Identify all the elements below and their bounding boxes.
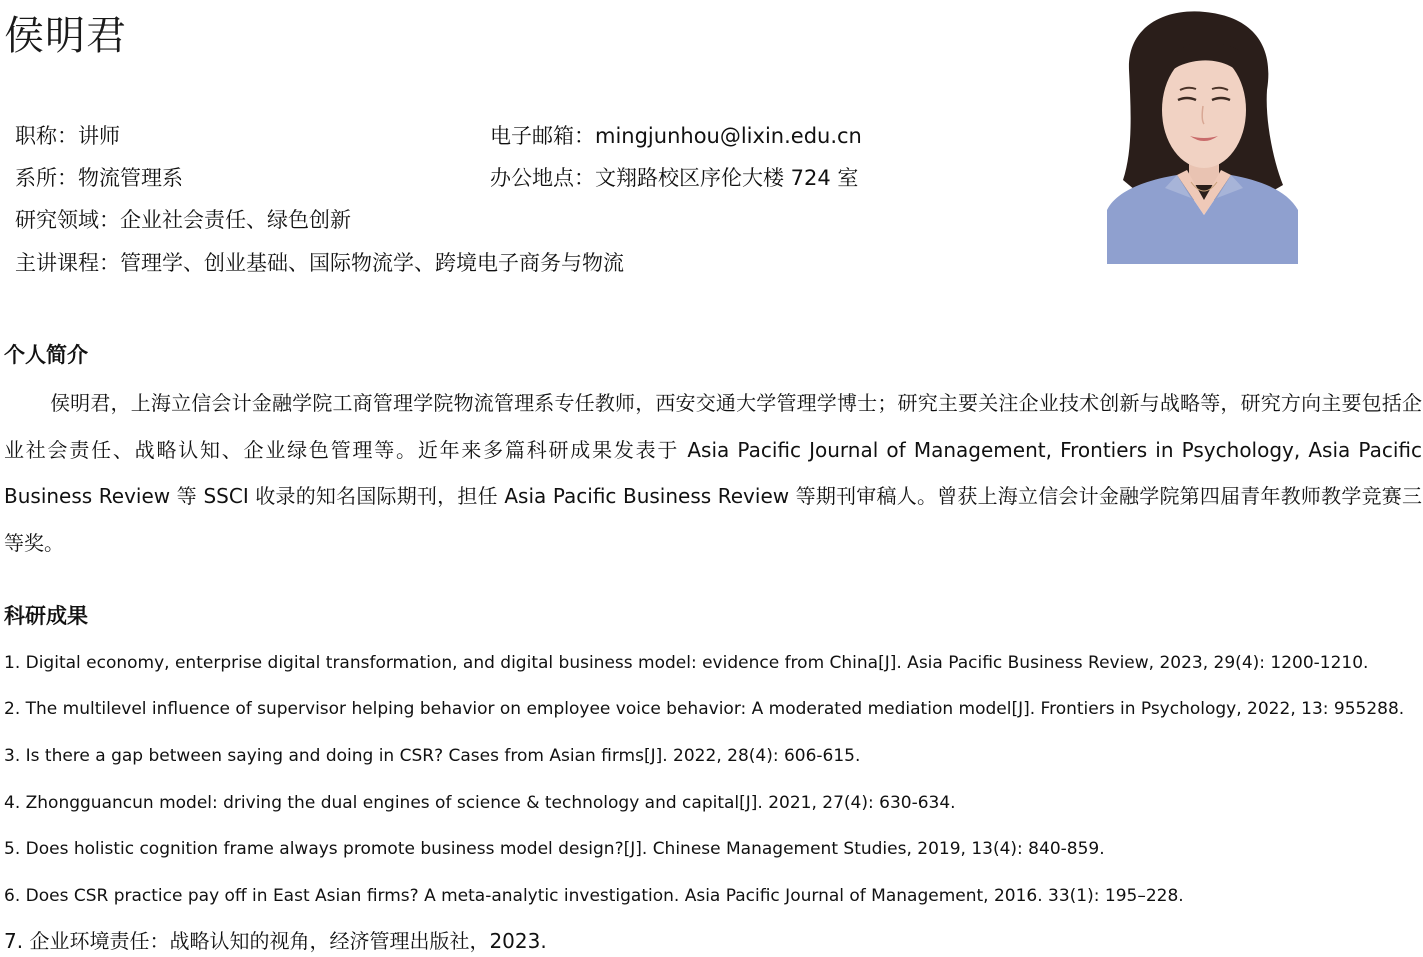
email-label: 电子邮箱： [490, 124, 595, 148]
bio-heading: 个人简介 [4, 343, 88, 367]
bio-text: 侯明君，上海立信会计金融学院工商管理学院物流管理系专任教师，西安交通大学管理学博士；研究主要关注企业技术创新与战略等，研究方向主要包括企业社会责任、战略认知、企业绿色管理等。近年来多篇科研成果发表于 Asia Pacific Journal of Management, Frontiers in Psychology, Asia Pacific Business Review 等 SSCI 收录的知名国际期刊，担任 Asia Pacific Business Review 等期刊审稿人。曾获上海立信会计金融学院第四届青年教师教学竞赛三等奖。 [4, 391, 1422, 555]
department-row [15, 164, 183, 192]
department-label: 系所： [15, 166, 78, 190]
publication-item: 1. Digital economy, enterprise digital transformation, and digital business model: evidence from China[J]. Asia Pacific Business Review, 2023, 29(4): 1200-1210. [4, 653, 1369, 673]
email-value[interactable]: mingjunhou@lixin.edu.cn [595, 124, 862, 148]
office-value: 文翔路校区序伦大楼 724 室 [595, 166, 859, 190]
publication-item: 4. Zhongguancun model: driving the dual engines of science & technology and capital[J]. 2021, 27(4): 630-634. [4, 793, 956, 813]
courses-row [15, 249, 624, 277]
office-label: 办公地点： [490, 166, 595, 190]
research-field-value: 企业社会责任、绿色创新 [120, 208, 351, 232]
publication-item: 5. Does holistic cognition frame always promote business model design?[J]. Chinese Management Studies, 2019, 13(4): 840-859. [4, 839, 1105, 859]
research-field-row [15, 206, 351, 234]
courses-value: 管理学、创业基础、国际物流学、跨境电子商务与物流 [120, 251, 624, 275]
publication-item: 2. The multilevel influence of supervisor helping behavior on employee voice behavior: A moderated mediation model[J]. Frontiers in Psychology, 2022, 13: 955288. [4, 699, 1405, 719]
portrait-photo [1107, 10, 1298, 264]
profile-name: 侯明君 [4, 13, 127, 59]
research-heading: 科研成果 [4, 604, 88, 628]
title-row [15, 122, 120, 150]
office-row [490, 164, 858, 192]
publication-item: 7. 企业环境责任：战略认知的视角，经济管理出版社，2023. [4, 929, 547, 953]
department-value: 物流管理系 [78, 166, 183, 190]
publication-item: 3. Is there a gap between saying and doing in CSR? Cases from Asian firms[J]. 2022, 28(4): 606-615. [4, 746, 861, 766]
title-value: 讲师 [78, 124, 120, 148]
publication-item: 6. Does CSR practice pay off in East Asian firms? A meta-analytic investigation. Asia Pacific Journal of Management, 2016. 33(1): 195–228. [4, 886, 1184, 906]
email-row [490, 122, 862, 150]
research-field-label: 研究领域： [15, 208, 120, 232]
courses-label: 主讲课程： [15, 251, 120, 275]
title-label: 职称： [15, 124, 78, 148]
